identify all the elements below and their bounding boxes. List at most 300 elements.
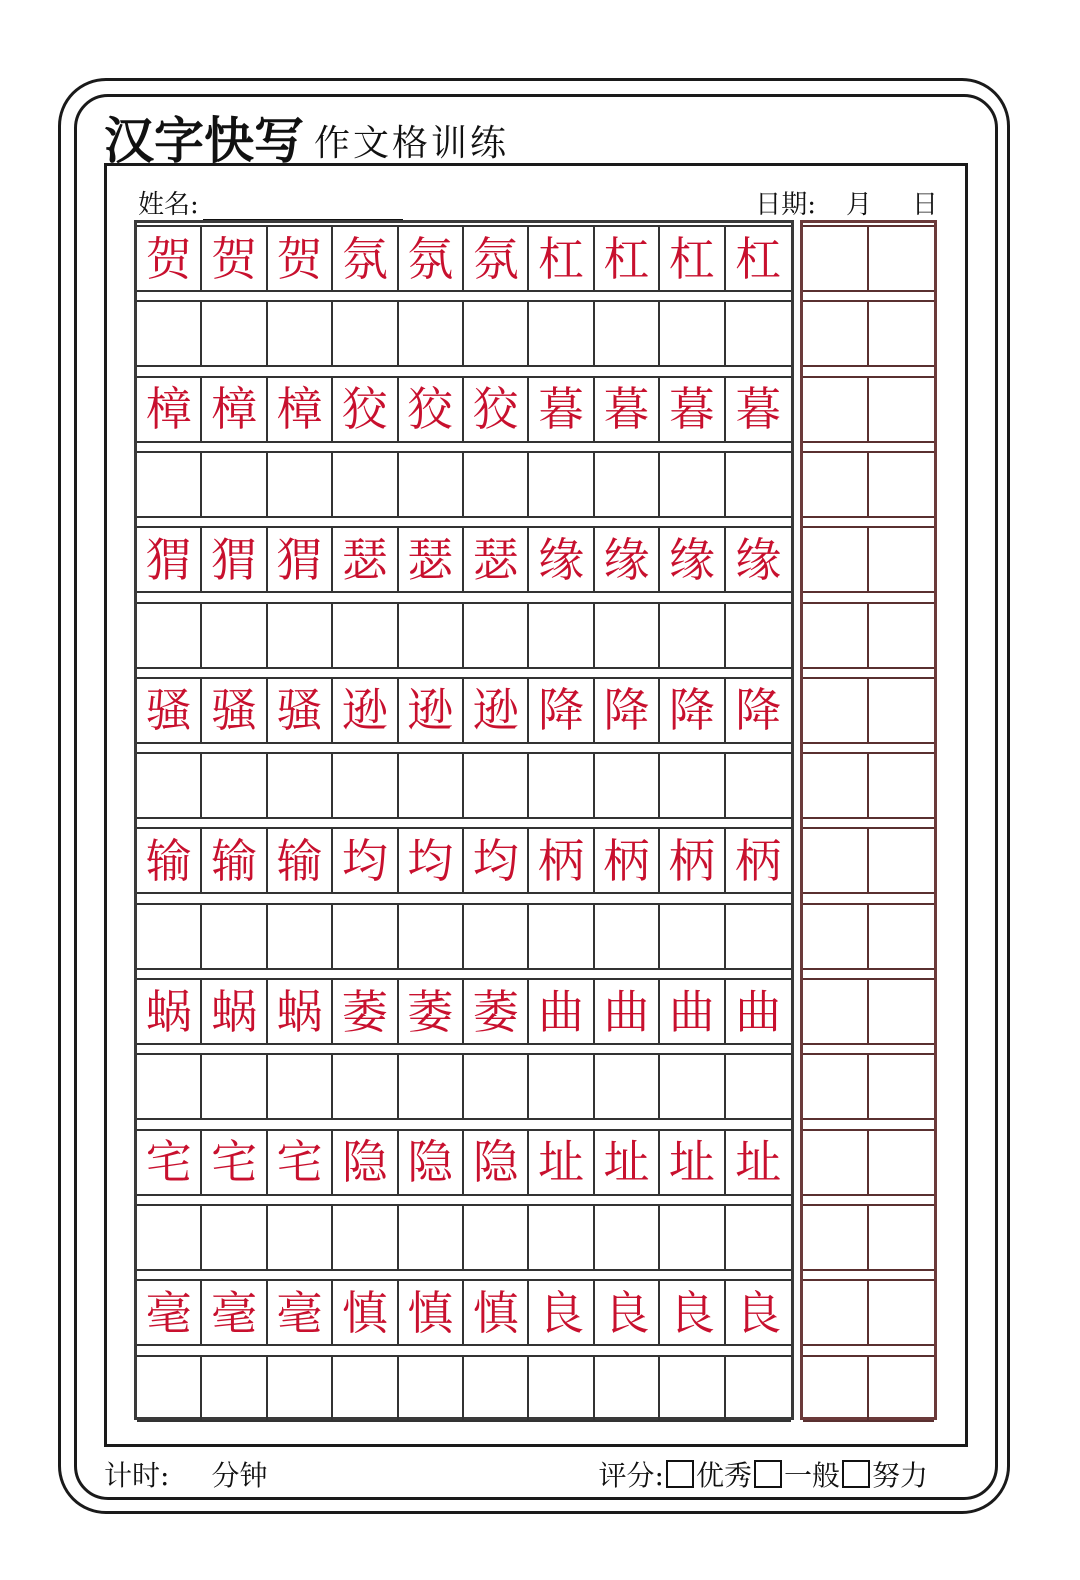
writing-cell[interactable] [399, 754, 464, 817]
writing-cell[interactable] [399, 1055, 464, 1118]
char-cell [595, 227, 660, 290]
char-cell [464, 1281, 529, 1344]
practice-character: 樟 [145, 382, 192, 437]
writing-cell[interactable] [399, 905, 464, 968]
writing-cell[interactable] [660, 1055, 725, 1118]
side-writing-cell[interactable] [803, 1206, 869, 1269]
char-cell [726, 528, 791, 591]
char-cell [464, 378, 529, 441]
practice-grid [134, 220, 794, 1420]
writing-cell[interactable] [333, 302, 398, 365]
practice-character: 隐 [407, 1135, 454, 1190]
side-row [803, 903, 934, 970]
writing-cell[interactable] [399, 1357, 464, 1420]
char-cell [399, 980, 464, 1043]
side-row [803, 1204, 934, 1271]
char-cell [464, 829, 529, 892]
writing-cell[interactable] [595, 1206, 660, 1269]
practice-character: 毫 [145, 1285, 192, 1340]
writing-cell[interactable] [268, 905, 333, 968]
writing-cell[interactable] [595, 1055, 660, 1118]
writing-cell[interactable] [595, 754, 660, 817]
practice-character: 柄 [603, 833, 650, 888]
side-writing-cell[interactable] [869, 528, 935, 591]
writing-cell[interactable] [660, 905, 725, 968]
practice-character: 隐 [472, 1135, 519, 1190]
writing-cell[interactable] [726, 754, 791, 817]
writing-cell[interactable] [399, 302, 464, 365]
practice-character: 址 [735, 1135, 782, 1190]
side-writing-cell[interactable] [869, 1206, 935, 1269]
writing-cell[interactable] [464, 604, 529, 667]
practice-character: 氛 [341, 231, 388, 286]
sheet-title [104, 100, 510, 170]
writing-cell[interactable] [333, 604, 398, 667]
rating-option-average: 一般 [783, 1459, 840, 1492]
side-row [803, 602, 934, 669]
char-cell [268, 679, 333, 742]
writing-cell[interactable] [137, 905, 202, 968]
writing-cell[interactable] [660, 604, 725, 667]
writing-cell[interactable] [529, 1357, 594, 1420]
char-cell [268, 528, 333, 591]
char-row [137, 827, 791, 894]
char-row [137, 1279, 791, 1346]
char-cell [333, 980, 398, 1043]
side-writing-cell[interactable] [869, 980, 935, 1043]
side-writing-cell[interactable] [869, 1281, 935, 1344]
timer-unit: 分钟 [211, 1459, 268, 1492]
char-cell [595, 528, 660, 591]
char-cell [595, 1281, 660, 1344]
practice-character: 宅 [211, 1135, 258, 1190]
side-writing-cell[interactable] [803, 528, 869, 591]
writing-cell[interactable] [268, 302, 333, 365]
practice-character: 蜗 [211, 984, 258, 1039]
practice-character: 良 [735, 1285, 782, 1340]
char-cell [399, 829, 464, 892]
writing-cell[interactable] [268, 604, 333, 667]
side-writing-cell[interactable] [803, 1131, 869, 1194]
char-cell [726, 679, 791, 742]
writing-cell[interactable] [529, 604, 594, 667]
writing-cell[interactable] [595, 1357, 660, 1420]
practice-character: 贺 [145, 231, 192, 286]
char-cell [595, 980, 660, 1043]
side-writing-cell[interactable] [869, 453, 935, 516]
practice-character: 萎 [341, 984, 388, 1039]
practice-character: 均 [472, 833, 519, 888]
char-cell [333, 679, 398, 742]
blank-row [137, 300, 791, 367]
writing-cell[interactable] [202, 604, 267, 667]
name-blank-line[interactable] [203, 189, 403, 221]
writing-cell[interactable] [529, 453, 594, 516]
char-cell [202, 1131, 267, 1194]
practice-character: 柄 [735, 833, 782, 888]
writing-cell[interactable] [726, 1055, 791, 1118]
char-cell [202, 679, 267, 742]
side-writing-cell[interactable] [803, 302, 869, 365]
char-cell [529, 528, 594, 591]
char-cell [137, 829, 202, 892]
char-cell [726, 227, 791, 290]
side-row [803, 451, 934, 518]
side-writing-cell[interactable] [869, 378, 935, 441]
side-writing-cell[interactable] [803, 905, 869, 968]
char-cell [595, 679, 660, 742]
writing-cell[interactable] [202, 453, 267, 516]
writing-cell[interactable] [137, 1055, 202, 1118]
char-cell [399, 227, 464, 290]
writing-cell[interactable] [333, 1055, 398, 1118]
writing-cell[interactable] [726, 453, 791, 516]
practice-character: 骚 [145, 683, 192, 738]
practice-character: 缘 [603, 532, 650, 587]
char-cell [726, 980, 791, 1043]
practice-character: 毫 [211, 1285, 258, 1340]
practice-character: 均 [407, 833, 454, 888]
writing-cell[interactable] [333, 1357, 398, 1420]
char-cell [464, 679, 529, 742]
char-cell [399, 378, 464, 441]
practice-character: 氛 [407, 231, 454, 286]
practice-character: 良 [603, 1285, 650, 1340]
char-cell [202, 829, 267, 892]
char-cell [333, 378, 398, 441]
writing-cell[interactable] [660, 1357, 725, 1420]
practice-character: 输 [276, 833, 323, 888]
char-cell [660, 528, 725, 591]
practice-character: 降 [603, 683, 650, 738]
rating-checkbox-effort[interactable] [842, 1460, 870, 1488]
writing-cell[interactable] [660, 1206, 725, 1269]
practice-character: 杠 [603, 231, 650, 286]
char-cell [137, 1281, 202, 1344]
date-field [755, 184, 938, 221]
char-cell [202, 528, 267, 591]
practice-character: 慎 [472, 1285, 519, 1340]
char-row [137, 978, 791, 1045]
practice-character: 瑟 [472, 532, 519, 587]
writing-cell[interactable] [268, 1357, 333, 1420]
writing-cell[interactable] [464, 302, 529, 365]
practice-character: 缘 [668, 532, 715, 587]
char-cell [137, 378, 202, 441]
side-writing-cell[interactable] [803, 1357, 869, 1420]
side-writing-cell[interactable] [803, 980, 869, 1043]
writing-cell[interactable] [333, 905, 398, 968]
writing-cell[interactable] [529, 1206, 594, 1269]
side-row [803, 225, 934, 292]
writing-cell[interactable] [202, 302, 267, 365]
writing-cell[interactable] [660, 754, 725, 817]
side-row [803, 1279, 934, 1346]
char-cell [529, 378, 594, 441]
char-cell [268, 1281, 333, 1344]
char-cell [529, 227, 594, 290]
practice-character: 柄 [538, 833, 585, 888]
practice-character: 贺 [211, 231, 258, 286]
char-cell [202, 1281, 267, 1344]
char-cell [399, 679, 464, 742]
name-field [138, 184, 403, 221]
side-practice-grid [800, 220, 937, 1420]
char-row [137, 1129, 791, 1196]
date-label: 日期: [755, 190, 816, 220]
char-cell [529, 1281, 594, 1344]
side-row [803, 376, 934, 443]
char-cell [202, 227, 267, 290]
writing-cell[interactable] [137, 1357, 202, 1420]
char-cell [137, 1131, 202, 1194]
practice-character: 杠 [538, 231, 585, 286]
practice-character: 良 [538, 1285, 585, 1340]
writing-cell[interactable] [202, 1206, 267, 1269]
writing-cell[interactable] [464, 1206, 529, 1269]
practice-character: 曲 [538, 984, 585, 1039]
day-label: 日 [911, 190, 938, 220]
practice-character: 樟 [211, 382, 258, 437]
writing-cell[interactable] [464, 1055, 529, 1118]
side-writing-cell[interactable] [803, 829, 869, 892]
side-row [803, 677, 934, 744]
char-row [137, 677, 791, 744]
side-row [803, 1129, 934, 1196]
writing-cell[interactable] [137, 754, 202, 817]
title-main: 汉字快写 [104, 112, 304, 170]
timer-field [104, 1454, 267, 1494]
practice-character: 骚 [276, 683, 323, 738]
side-writing-cell[interactable] [869, 1357, 935, 1420]
writing-cell[interactable] [726, 1357, 791, 1420]
blank-row [137, 1053, 791, 1120]
rating-checkbox-average[interactable] [754, 1460, 782, 1488]
practice-character: 曲 [668, 984, 715, 1039]
char-cell [268, 1131, 333, 1194]
month-label: 月 [845, 190, 872, 220]
char-cell [464, 528, 529, 591]
side-writing-cell[interactable] [869, 227, 935, 290]
writing-cell[interactable] [726, 905, 791, 968]
char-cell [464, 227, 529, 290]
writing-cell[interactable] [137, 1206, 202, 1269]
side-writing-cell[interactable] [869, 604, 935, 667]
name-label: 姓名: [138, 190, 199, 220]
practice-character: 输 [145, 833, 192, 888]
practice-character: 曲 [735, 984, 782, 1039]
practice-character: 暮 [668, 382, 715, 437]
writing-cell[interactable] [726, 1206, 791, 1269]
side-writing-cell[interactable] [803, 227, 869, 290]
rating-option-excellent: 优秀 [695, 1459, 752, 1492]
writing-cell[interactable] [202, 754, 267, 817]
side-writing-cell[interactable] [869, 905, 935, 968]
char-cell [660, 829, 725, 892]
practice-character: 樟 [276, 382, 323, 437]
char-cell [660, 1281, 725, 1344]
writing-cell[interactable] [464, 453, 529, 516]
writing-cell[interactable] [529, 1055, 594, 1118]
char-row [137, 526, 791, 593]
writing-cell[interactable] [595, 453, 660, 516]
side-writing-cell[interactable] [869, 1055, 935, 1118]
practice-character: 蜗 [276, 984, 323, 1039]
char-cell [333, 227, 398, 290]
writing-cell[interactable] [268, 1206, 333, 1269]
rating-field [599, 1454, 928, 1494]
writing-cell[interactable] [268, 453, 333, 516]
char-cell [268, 378, 333, 441]
writing-cell[interactable] [595, 905, 660, 968]
char-cell [202, 378, 267, 441]
practice-character: 良 [668, 1285, 715, 1340]
practice-character: 逊 [407, 683, 454, 738]
side-writing-cell[interactable] [803, 754, 869, 817]
practice-character: 缘 [735, 532, 782, 587]
char-cell [399, 528, 464, 591]
practice-character: 降 [735, 683, 782, 738]
writing-cell[interactable] [399, 604, 464, 667]
writing-cell[interactable] [464, 905, 529, 968]
writing-cell[interactable] [464, 754, 529, 817]
practice-character: 址 [603, 1135, 650, 1190]
practice-character: 毫 [276, 1285, 323, 1340]
side-row [803, 827, 934, 894]
writing-cell[interactable] [660, 302, 725, 365]
side-writing-cell[interactable] [803, 378, 869, 441]
writing-cell[interactable] [333, 754, 398, 817]
char-cell [202, 980, 267, 1043]
char-cell [333, 1281, 398, 1344]
char-cell [137, 679, 202, 742]
practice-character: 均 [341, 833, 388, 888]
writing-cell[interactable] [137, 453, 202, 516]
practice-character: 柄 [668, 833, 715, 888]
side-writing-cell[interactable] [869, 679, 935, 742]
writing-cell[interactable] [268, 754, 333, 817]
writing-cell[interactable] [595, 604, 660, 667]
practice-character: 瑟 [341, 532, 388, 587]
practice-character: 萎 [472, 984, 519, 1039]
blank-row [137, 1355, 791, 1422]
practice-character: 瑟 [407, 532, 454, 587]
side-writing-cell[interactable] [803, 1055, 869, 1118]
writing-cell[interactable] [137, 302, 202, 365]
writing-cell[interactable] [399, 453, 464, 516]
char-cell [595, 378, 660, 441]
practice-character: 曲 [603, 984, 650, 1039]
char-row [137, 376, 791, 443]
practice-character: 宅 [276, 1135, 323, 1190]
side-row [803, 752, 934, 819]
side-writing-cell[interactable] [869, 754, 935, 817]
side-writing-cell[interactable] [869, 1131, 935, 1194]
writing-cell[interactable] [726, 302, 791, 365]
side-writing-cell[interactable] [803, 1281, 869, 1344]
side-writing-cell[interactable] [803, 604, 869, 667]
char-cell [137, 980, 202, 1043]
side-writing-cell[interactable] [803, 679, 869, 742]
writing-cell[interactable] [137, 604, 202, 667]
practice-character: 缘 [538, 532, 585, 587]
practice-character: 暮 [735, 382, 782, 437]
char-cell [660, 679, 725, 742]
rating-checkbox-excellent[interactable] [666, 1460, 694, 1488]
practice-character: 狡 [472, 382, 519, 437]
side-row [803, 978, 934, 1045]
char-cell [595, 1131, 660, 1194]
writing-cell[interactable] [202, 905, 267, 968]
char-cell [137, 227, 202, 290]
blank-row [137, 602, 791, 669]
practice-character: 隐 [341, 1135, 388, 1190]
practice-character: 暮 [603, 382, 650, 437]
writing-cell[interactable] [399, 1206, 464, 1269]
side-writing-cell[interactable] [803, 453, 869, 516]
char-cell [333, 528, 398, 591]
writing-cell[interactable] [660, 453, 725, 516]
char-cell [726, 1131, 791, 1194]
writing-cell[interactable] [202, 1357, 267, 1420]
char-cell [529, 829, 594, 892]
char-cell [660, 378, 725, 441]
writing-cell[interactable] [529, 302, 594, 365]
writing-cell[interactable] [333, 453, 398, 516]
side-writing-cell[interactable] [869, 302, 935, 365]
writing-cell[interactable] [726, 604, 791, 667]
char-cell [660, 1131, 725, 1194]
char-cell [268, 829, 333, 892]
blank-row [137, 903, 791, 970]
practice-character: 逊 [341, 683, 388, 738]
char-cell [333, 829, 398, 892]
practice-character: 慎 [341, 1285, 388, 1340]
char-cell [268, 980, 333, 1043]
practice-character: 蜗 [145, 984, 192, 1039]
practice-character: 猬 [211, 532, 258, 587]
writing-cell[interactable] [464, 1357, 529, 1420]
char-cell [399, 1131, 464, 1194]
char-cell [137, 528, 202, 591]
practice-character: 降 [538, 683, 585, 738]
practice-character: 逊 [472, 683, 519, 738]
side-writing-cell[interactable] [869, 829, 935, 892]
rating-option-effort: 努力 [871, 1459, 928, 1492]
writing-cell[interactable] [268, 1055, 333, 1118]
writing-cell[interactable] [529, 905, 594, 968]
writing-cell[interactable] [529, 754, 594, 817]
writing-cell[interactable] [202, 1055, 267, 1118]
char-cell [268, 227, 333, 290]
practice-character: 猬 [276, 532, 323, 587]
char-cell [529, 980, 594, 1043]
char-cell [464, 980, 529, 1043]
char-cell [726, 1281, 791, 1344]
practice-character: 杠 [735, 231, 782, 286]
writing-cell[interactable] [595, 302, 660, 365]
writing-cell[interactable] [333, 1206, 398, 1269]
practice-character: 址 [668, 1135, 715, 1190]
blank-row [137, 451, 791, 518]
blank-row [137, 752, 791, 819]
char-row [137, 225, 791, 292]
char-cell [529, 679, 594, 742]
char-cell [660, 980, 725, 1043]
practice-character: 杠 [668, 231, 715, 286]
practice-character: 慎 [407, 1285, 454, 1340]
char-cell [333, 1131, 398, 1194]
